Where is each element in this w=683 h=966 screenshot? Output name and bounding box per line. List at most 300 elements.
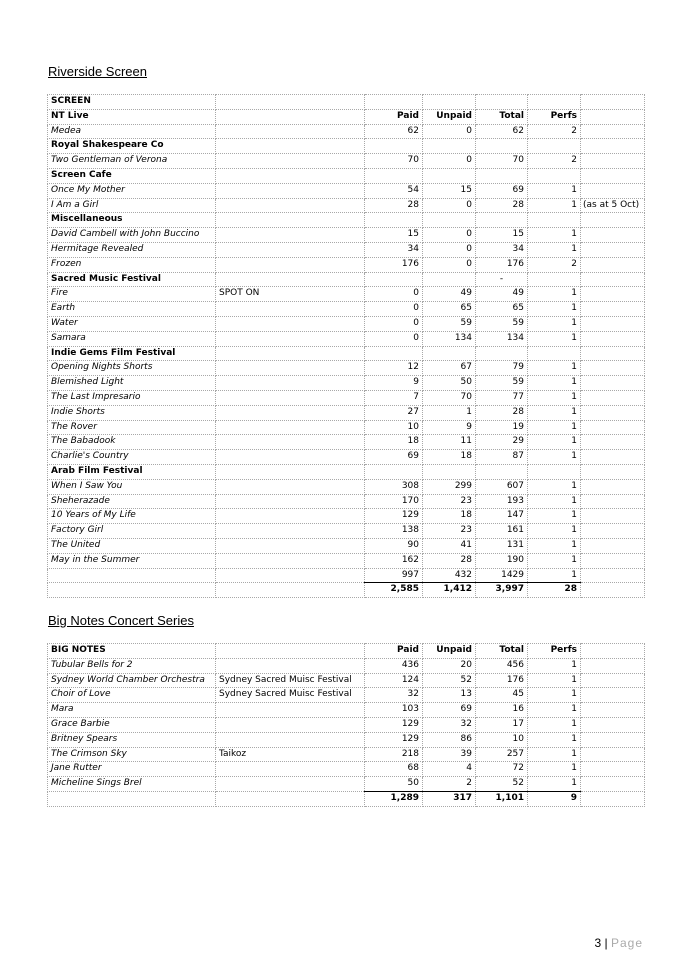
row-note [581, 732, 645, 747]
row-note [581, 644, 645, 659]
paid-cell: 10 [365, 420, 423, 435]
row-venue [216, 583, 365, 598]
total-cell: 59 [476, 376, 528, 391]
row-name: Indie Shorts [48, 405, 216, 420]
row-name: Medea [48, 124, 216, 139]
table-row [48, 568, 645, 583]
row-note [581, 553, 645, 568]
paid-cell: 28 [365, 198, 423, 213]
table-row [48, 228, 645, 243]
row-venue: Taikoz [216, 747, 365, 762]
unpaid-cell: 86 [423, 732, 476, 747]
paid-cell: 70 [365, 154, 423, 169]
row-note [581, 658, 645, 673]
row-name: The Babadook [48, 435, 216, 450]
row-note [581, 791, 645, 806]
perfs-cell: 1 [528, 524, 581, 539]
table-row [48, 538, 645, 553]
perfs-cell: 1 [528, 494, 581, 509]
table-row [48, 302, 645, 317]
table-row [48, 703, 645, 718]
paid-cell: 0 [365, 302, 423, 317]
unpaid-cell: 317 [423, 791, 476, 806]
row-note [581, 509, 645, 524]
total-cell: 10 [476, 732, 528, 747]
unpaid-cell: 0 [423, 124, 476, 139]
table-row [48, 658, 645, 673]
table-row [48, 287, 645, 302]
row-note [581, 703, 645, 718]
table-row [48, 420, 645, 435]
row-name: Miscellaneous [48, 213, 216, 228]
unpaid-cell: 11 [423, 435, 476, 450]
row-note [581, 124, 645, 139]
row-note [581, 717, 645, 732]
section-row [48, 139, 645, 154]
row-venue [216, 331, 365, 346]
row-name: NT Live [48, 109, 216, 124]
unpaid-cell: 134 [423, 331, 476, 346]
row-name: Jane Rutter [48, 762, 216, 777]
unpaid-cell: 28 [423, 553, 476, 568]
bignotes-heading: Big Notes Concert Series [48, 613, 194, 628]
unpaid-cell [423, 464, 476, 479]
row-note [581, 494, 645, 509]
perfs-cell: 1 [528, 420, 581, 435]
paid-cell: 69 [365, 450, 423, 465]
row-note [581, 568, 645, 583]
row-venue [216, 762, 365, 777]
row-venue [216, 376, 365, 391]
paid-cell [365, 272, 423, 287]
row-name: Britney Spears [48, 732, 216, 747]
perfs-cell: 1 [528, 183, 581, 198]
row-venue [216, 183, 365, 198]
perfs-cell: 1 [528, 717, 581, 732]
unpaid-cell: 39 [423, 747, 476, 762]
paid-cell [365, 139, 423, 154]
total-cell [476, 139, 528, 154]
table-row [48, 777, 645, 792]
unpaid-cell: 23 [423, 494, 476, 509]
paid-cell [365, 213, 423, 228]
unpaid-cell: 0 [423, 198, 476, 213]
row-venue [216, 316, 365, 331]
total-cell: 16 [476, 703, 528, 718]
row-note: (as at 5 Oct) [581, 198, 645, 213]
table-row [48, 124, 645, 139]
row-venue [216, 494, 365, 509]
row-name: Fire [48, 287, 216, 302]
row-name: BIG NOTES [48, 644, 216, 659]
total-cell: 19 [476, 420, 528, 435]
section-row [48, 168, 645, 183]
section-row [48, 346, 645, 361]
unpaid-cell: 0 [423, 228, 476, 243]
row-name: Samara [48, 331, 216, 346]
unpaid-cell: 59 [423, 316, 476, 331]
total-row [48, 791, 645, 806]
paid-cell: 90 [365, 538, 423, 553]
row-venue: SPOT ON [216, 287, 365, 302]
table-row [48, 435, 645, 450]
row-name: Sheherazade [48, 494, 216, 509]
table-row [48, 316, 645, 331]
row-venue [216, 361, 365, 376]
unpaid-cell: Unpaid [423, 109, 476, 124]
table-row [48, 376, 645, 391]
table-row [48, 198, 645, 213]
row-venue [216, 553, 365, 568]
unpaid-cell: 4 [423, 762, 476, 777]
section-row [48, 109, 645, 124]
table-row [48, 747, 645, 762]
perfs-cell: 1 [528, 673, 581, 688]
table-row [48, 673, 645, 688]
row-name: Water [48, 316, 216, 331]
table-row [48, 405, 645, 420]
paid-cell: 218 [365, 747, 423, 762]
unpaid-cell [423, 139, 476, 154]
row-venue [216, 791, 365, 806]
perfs-cell: 1 [528, 361, 581, 376]
total-cell: 70 [476, 154, 528, 169]
table-row [48, 732, 645, 747]
perfs-cell: 2 [528, 154, 581, 169]
paid-cell: 9 [365, 376, 423, 391]
paid-cell: 2,585 [365, 583, 423, 598]
table-row [48, 524, 645, 539]
total-cell: 87 [476, 450, 528, 465]
page-number: 3 [594, 936, 602, 950]
row-note [581, 257, 645, 272]
row-venue [216, 139, 365, 154]
unpaid-cell: 50 [423, 376, 476, 391]
row-name: I Am a Girl [48, 198, 216, 213]
row-name: Two Gentleman of Verona [48, 154, 216, 169]
total-cell: 176 [476, 673, 528, 688]
row-note [581, 673, 645, 688]
paid-cell: 12 [365, 361, 423, 376]
total-cell: 1429 [476, 568, 528, 583]
paid-cell: 32 [365, 688, 423, 703]
paid-cell: 162 [365, 553, 423, 568]
row-venue [216, 435, 365, 450]
perfs-cell: 1 [528, 287, 581, 302]
table-row [48, 154, 645, 169]
row-note [581, 538, 645, 553]
row-venue [216, 717, 365, 732]
perfs-cell [528, 272, 581, 287]
row-venue [216, 777, 365, 792]
section-row [48, 644, 645, 659]
row-name: Once My Mother [48, 183, 216, 198]
row-venue [216, 464, 365, 479]
perfs-cell: 1 [528, 703, 581, 718]
total-cell: 59 [476, 316, 528, 331]
total-cell [476, 464, 528, 479]
paid-cell: 15 [365, 228, 423, 243]
perfs-cell: Perfs [528, 644, 581, 659]
row-note [581, 688, 645, 703]
row-name: Royal Shakespeare Co [48, 139, 216, 154]
total-cell: 79 [476, 361, 528, 376]
row-venue [216, 272, 365, 287]
unpaid-cell: 41 [423, 538, 476, 553]
total-cell: 17 [476, 717, 528, 732]
row-name: Micheline Sings Brel [48, 777, 216, 792]
paid-cell [365, 464, 423, 479]
total-cell: Total [476, 644, 528, 659]
row-note [581, 361, 645, 376]
row-note [581, 213, 645, 228]
row-name: Mara [48, 703, 216, 718]
row-note [581, 228, 645, 243]
total-cell [476, 213, 528, 228]
paid-cell: 62 [365, 124, 423, 139]
table-row [48, 688, 645, 703]
unpaid-cell: Unpaid [423, 644, 476, 659]
row-name: Sydney World Chamber Orchestra [48, 673, 216, 688]
paid-cell [365, 346, 423, 361]
row-venue [216, 168, 365, 183]
perfs-cell: 1 [528, 450, 581, 465]
perfs-cell: 2 [528, 257, 581, 272]
perfs-cell: 1 [528, 568, 581, 583]
section-row [48, 464, 645, 479]
row-name: Factory Girl [48, 524, 216, 539]
riverside-heading: Riverside Screen [48, 64, 147, 79]
row-note [581, 479, 645, 494]
row-venue [216, 198, 365, 213]
row-venue [216, 405, 365, 420]
unpaid-cell: 13 [423, 688, 476, 703]
paid-cell: 124 [365, 673, 423, 688]
paid-cell: Paid [365, 644, 423, 659]
paid-cell: 34 [365, 242, 423, 257]
section-row [48, 95, 645, 110]
paid-cell: 436 [365, 658, 423, 673]
row-name: Indie Gems Film Festival [48, 346, 216, 361]
row-note [581, 154, 645, 169]
perfs-cell [528, 213, 581, 228]
paid-cell: 27 [365, 405, 423, 420]
unpaid-cell: 299 [423, 479, 476, 494]
row-note [581, 747, 645, 762]
page-footer [594, 936, 643, 950]
row-name: Charlie's Country [48, 450, 216, 465]
row-note [581, 390, 645, 405]
total-cell: 62 [476, 124, 528, 139]
row-venue [216, 124, 365, 139]
row-name: May in the Summer [48, 553, 216, 568]
row-note [581, 346, 645, 361]
row-name: Arab Film Festival [48, 464, 216, 479]
perfs-cell: 28 [528, 583, 581, 598]
perfs-cell: 1 [528, 688, 581, 703]
total-cell: 134 [476, 331, 528, 346]
unpaid-cell: 67 [423, 361, 476, 376]
row-name: Sacred Music Festival [48, 272, 216, 287]
row-venue [216, 242, 365, 257]
unpaid-cell: 32 [423, 717, 476, 732]
unpaid-cell: 49 [423, 287, 476, 302]
row-name: Tubular Bells for 2 [48, 658, 216, 673]
total-cell [476, 346, 528, 361]
perfs-cell: 1 [528, 777, 581, 792]
perfs-cell: 1 [528, 198, 581, 213]
table-row [48, 553, 645, 568]
paid-cell: 50 [365, 777, 423, 792]
total-cell: 176 [476, 257, 528, 272]
total-cell: 65 [476, 302, 528, 317]
total-cell: 34 [476, 242, 528, 257]
table-row [48, 242, 645, 257]
row-note [581, 242, 645, 257]
row-venue [216, 154, 365, 169]
row-venue [216, 479, 365, 494]
row-venue [216, 109, 365, 124]
perfs-cell: 1 [528, 762, 581, 777]
row-venue [216, 228, 365, 243]
perfs-cell [528, 346, 581, 361]
total-cell: 3,997 [476, 583, 528, 598]
perfs-cell [528, 139, 581, 154]
unpaid-cell: 18 [423, 450, 476, 465]
unpaid-cell: 0 [423, 257, 476, 272]
paid-cell: 308 [365, 479, 423, 494]
total-cell [476, 168, 528, 183]
perfs-cell: 1 [528, 390, 581, 405]
unpaid-cell [423, 95, 476, 110]
table-row [48, 717, 645, 732]
row-note [581, 109, 645, 124]
paid-cell: 129 [365, 509, 423, 524]
unpaid-cell: 1,412 [423, 583, 476, 598]
paid-cell: 1,289 [365, 791, 423, 806]
row-name: When I Saw You [48, 479, 216, 494]
perfs-cell: 1 [528, 553, 581, 568]
row-venue [216, 732, 365, 747]
row-venue [216, 95, 365, 110]
paid-cell: 129 [365, 717, 423, 732]
row-venue [216, 568, 365, 583]
row-name: Screen Cafe [48, 168, 216, 183]
row-note [581, 139, 645, 154]
table-row [48, 331, 645, 346]
page-word: Page [610, 936, 643, 950]
perfs-cell: 1 [528, 732, 581, 747]
paid-cell: 0 [365, 287, 423, 302]
total-cell: 45 [476, 688, 528, 703]
paid-cell: 997 [365, 568, 423, 583]
total-cell: 72 [476, 762, 528, 777]
perfs-cell: 1 [528, 228, 581, 243]
perfs-cell: 1 [528, 316, 581, 331]
total-cell: - [476, 272, 528, 287]
unpaid-cell: 15 [423, 183, 476, 198]
perfs-cell: 1 [528, 435, 581, 450]
total-cell: 131 [476, 538, 528, 553]
row-venue: Sydney Sacred Muisc Festival [216, 688, 365, 703]
perfs-cell: 9 [528, 791, 581, 806]
total-cell: 28 [476, 198, 528, 213]
total-cell: 77 [476, 390, 528, 405]
paid-cell: 103 [365, 703, 423, 718]
perfs-cell: 1 [528, 405, 581, 420]
perfs-cell: 1 [528, 242, 581, 257]
unpaid-cell: 9 [423, 420, 476, 435]
total-cell: 161 [476, 524, 528, 539]
row-name: Earth [48, 302, 216, 317]
row-venue [216, 658, 365, 673]
perfs-cell: 1 [528, 747, 581, 762]
page-separator: | [604, 936, 608, 950]
perfs-cell: 2 [528, 124, 581, 139]
row-venue [216, 703, 365, 718]
row-note [581, 450, 645, 465]
row-venue: Sydney Sacred Muisc Festival [216, 673, 365, 688]
unpaid-cell: 0 [423, 154, 476, 169]
row-venue [216, 302, 365, 317]
paid-cell: 0 [365, 331, 423, 346]
perfs-cell: 1 [528, 302, 581, 317]
row-note [581, 183, 645, 198]
row-venue [216, 213, 365, 228]
table-row [48, 183, 645, 198]
perfs-cell [528, 95, 581, 110]
row-note [581, 777, 645, 792]
row-note [581, 435, 645, 450]
row-note [581, 420, 645, 435]
table-row [48, 479, 645, 494]
total-cell: 257 [476, 747, 528, 762]
row-name: SCREEN [48, 95, 216, 110]
perfs-cell: 1 [528, 509, 581, 524]
paid-cell: 54 [365, 183, 423, 198]
paid-cell: 18 [365, 435, 423, 450]
row-note [581, 762, 645, 777]
row-name: Grace Barbie [48, 717, 216, 732]
table-row [48, 494, 645, 509]
unpaid-cell: 52 [423, 673, 476, 688]
unpaid-cell: 70 [423, 390, 476, 405]
perfs-cell: 1 [528, 479, 581, 494]
row-note [581, 464, 645, 479]
perfs-cell: 1 [528, 331, 581, 346]
total-cell: 15 [476, 228, 528, 243]
row-venue [216, 644, 365, 659]
row-note [581, 272, 645, 287]
total-cell: 69 [476, 183, 528, 198]
row-venue [216, 390, 365, 405]
paid-cell: 7 [365, 390, 423, 405]
row-name: Blemished Light [48, 376, 216, 391]
total-row [48, 583, 645, 598]
unpaid-cell [423, 272, 476, 287]
paid-cell: 129 [365, 732, 423, 747]
unpaid-cell [423, 346, 476, 361]
bignotes-table [47, 643, 645, 807]
unpaid-cell: 20 [423, 658, 476, 673]
total-cell: 456 [476, 658, 528, 673]
perfs-cell: 1 [528, 376, 581, 391]
row-note [581, 316, 645, 331]
unpaid-cell: 23 [423, 524, 476, 539]
perfs-cell [528, 168, 581, 183]
paid-cell: 0 [365, 316, 423, 331]
unpaid-cell: 18 [423, 509, 476, 524]
